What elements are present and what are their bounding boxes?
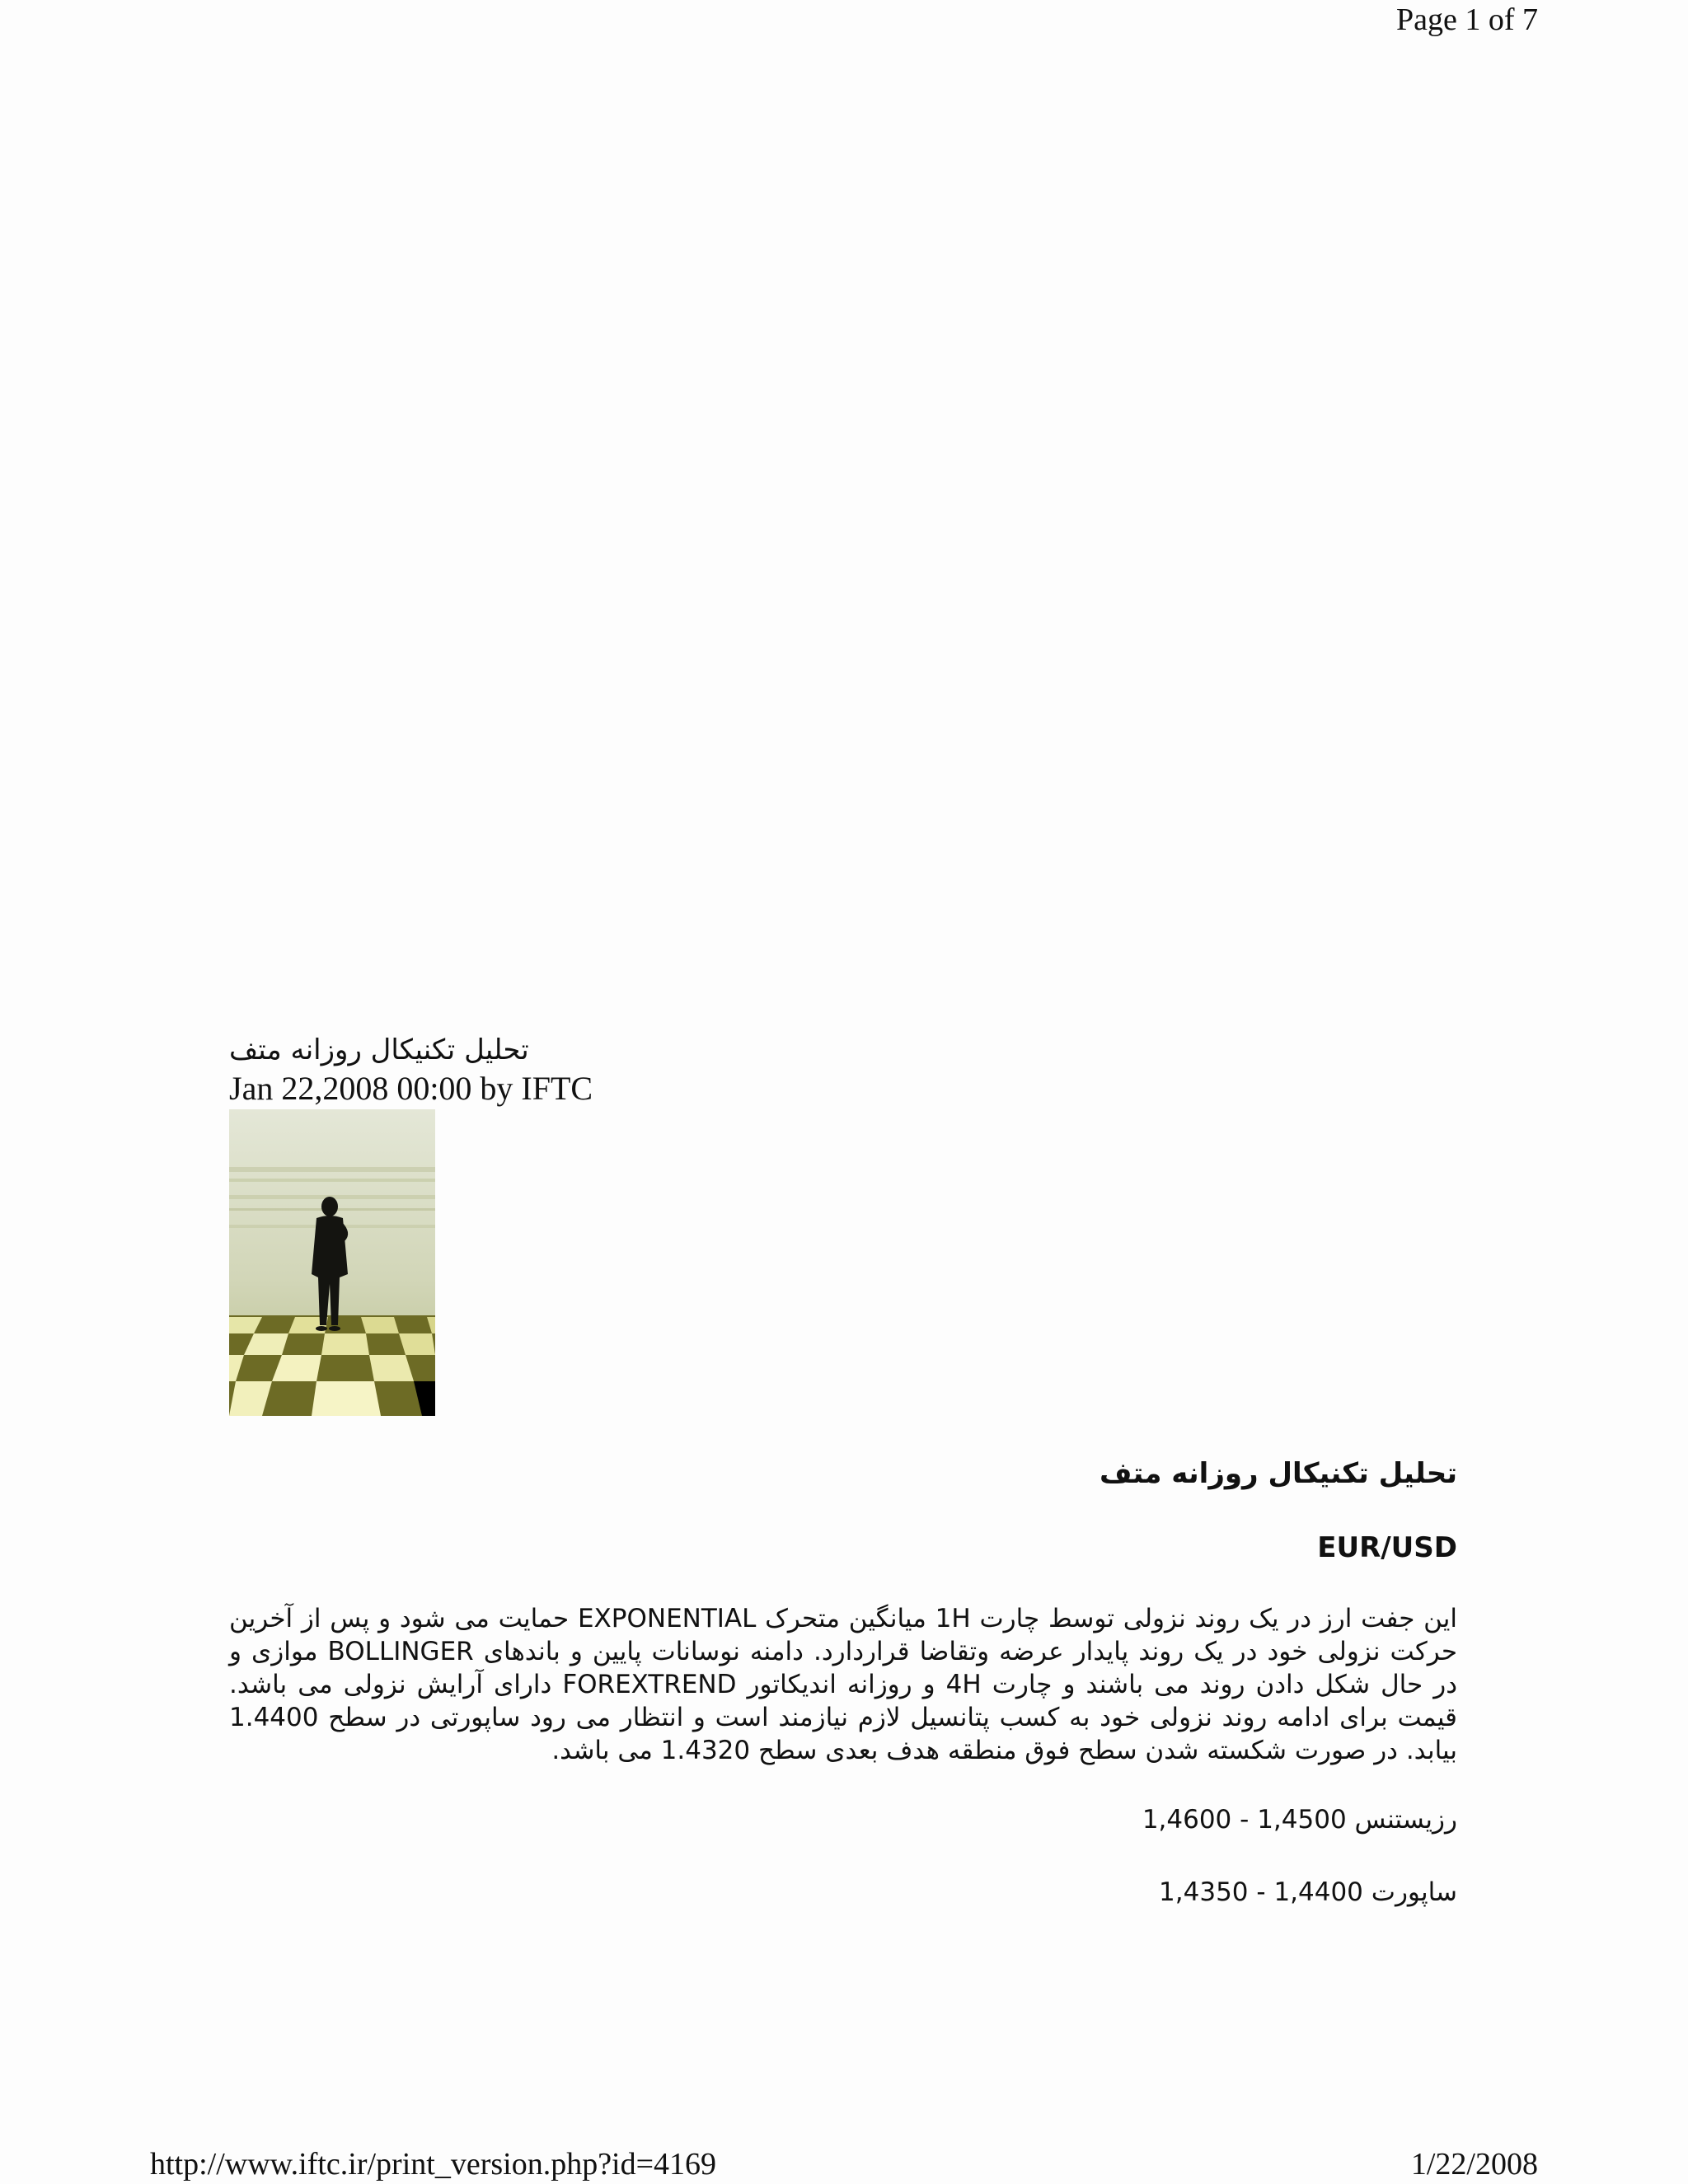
page-counter: Page 1 of 7 [1395, 2, 1538, 37]
article-byline: Jan 22,2008 00:00 by IFTC [229, 1070, 593, 1107]
content-heading: تحلیل تکنیکال روزانه متف [1100, 1457, 1457, 1490]
businessman-on-chessboard-image [229, 1109, 435, 1416]
footer-date: 1/22/2008 [1410, 2147, 1538, 2182]
article-title: تحلیل تکنیکال روزانه متف [229, 1033, 529, 1066]
resistance-levels: رزیستنس 1,4500 - 1,4600 [1142, 1805, 1457, 1835]
support-levels: ساپورت 1,4400 - 1,4350 [1159, 1877, 1457, 1907]
article-content [229, 1454, 1457, 1948]
currency-pair-heading: EUR/USD [1317, 1531, 1457, 1564]
analysis-paragraph: این جفت ارز در یک روند نزولی توسط چارت 1H میانگین متحرک EXPONENTIAL حمایت می شود و پس از آخرین حرکت نزولی خود در یک روند پایدار عرضه وتقاضا قراردارد. دامنه نوسانات پایین و باندهای BOLLINGER موازی و در حال شکل دادن روند می باشند و چارت 4H و روزانه اندیکاتور FOREXTREND دارای آرایش نزولی می باشد. قیمت برای ادامه روند نزولی خود به کسب پتانسیل لازم نیازمند است و انتظار می رود ساپورتی در سطح 1.4400 بیابد. در صورت شکسته شدن سطح فوق منطقه هدف بعدی سطح 1.4320 می باشد. [229, 1604, 1458, 1765]
footer-url: http://www.iftc.ir/print_version.php?id=4169 [150, 2147, 717, 2182]
